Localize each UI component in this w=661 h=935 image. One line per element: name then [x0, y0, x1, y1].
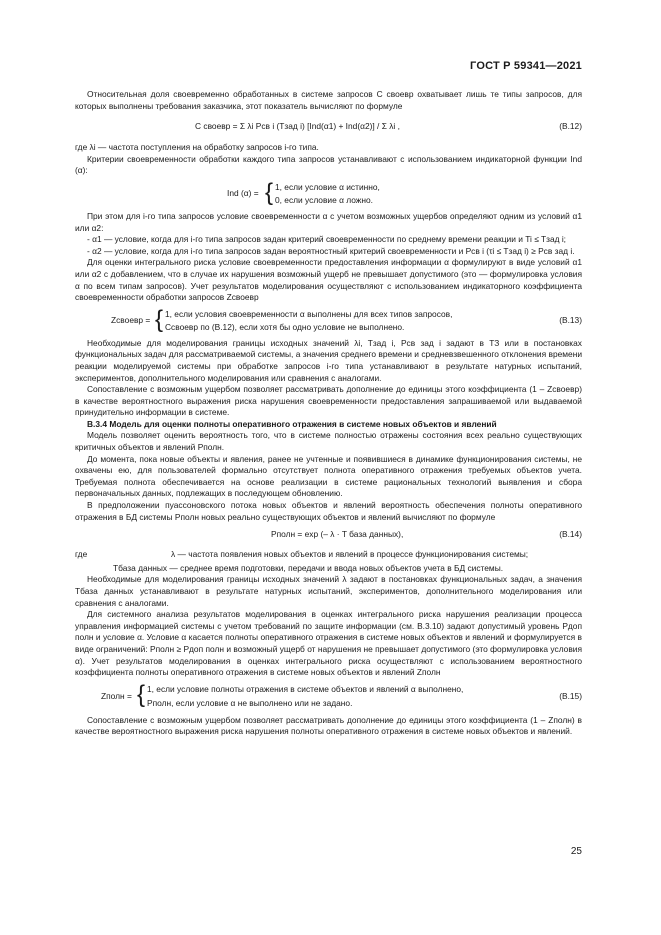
paragraph: - α2 — условие, когда для i-го типа запросов задан вероятностный критерий своевременности и Pсв i (τi ≤ Tзад i) ≥ Pсв зад i. — [87, 245, 575, 256]
paragraph: Критерии своевременности обработки каждого типа запросов устанавливают с использованием индикаторной функции Ind (α): — [75, 153, 582, 176]
paragraph: Необходимые для моделирования границы исходных значений λi, Tзад i, Pсв зад i задают в ТЗ или в постановках функциональных задач для рассматриваемой системы, а значения среднего времени и средневзвешенного отклонения времени реакции моделируемой системы при обработке запросов i-го типа устанавливают в результате натурных испытаний, экспериментов, дополнительного моделирования или сравнения с аналогами. — [75, 337, 582, 383]
equation-case: 1, если условие α истинно, — [275, 181, 380, 192]
paragraph: Необходимые для моделирования границы исходных значений λ задают в постановках функциональных задач, а значения Tбаза данных устанавливают в результате натурных испытаний, экспериментов, дополнительного моделирования или сравнения с аналогами. — [75, 574, 582, 608]
equation-number: (В.13) — [559, 314, 582, 325]
equation-b15 — [75, 680, 582, 711]
equation-ind — [75, 178, 582, 207]
equation-b13 — [75, 305, 582, 334]
brace: { — [137, 680, 146, 708]
brace: { — [265, 178, 274, 206]
equation-number: (В.14) — [559, 529, 582, 540]
equation-number: (В.15) — [559, 690, 582, 701]
page-content — [75, 89, 582, 738]
paragraph: Для оценки интегрального риска условие своевременности предоставления информации α формулируют в виде условий α1 или α2 с добавлением, что в случае их нарушения возможный ущерб не превышает допустимого (это — формулировка условия α по всем типам запросов). Учет результатов моделирования осуществляют с использованием индикаторного коэффициента своевременности обработки запросов Zсвоевр — [75, 257, 582, 303]
paragraph: В предположении пуассоновского потока новых объектов и явлений вероятность обеспечения полноты оперативного отражения в БД системы Pполн новых реально существующих объектов и явлений вычисляют по формуле — [75, 500, 582, 522]
definition: Tбаза данных — среднее время подготовки, передачи и ввода новых объектов учета в БД системы. — [113, 562, 504, 573]
paragraph: где λi — частота поступления на обработку запросов i-го типа. — [75, 142, 319, 153]
paragraph: Относительная доля своевременно обработанных в системе запросов C своевр охватывает лишь те типы запросов, для которых выполнены требования заказчика, этот показатель вычисляют по формуле — [75, 89, 582, 111]
paragraph: Модель позволяет оценить вероятность того, что в системе полностью отражены состояния всех реально существующих критичных объектов и явлений Pполн. — [75, 430, 582, 453]
equation-b14 — [75, 527, 582, 545]
section-title: В.3.4 Модель для оценки полноты оперативного отражения в системе новых объектов и явлений — [87, 418, 497, 429]
equation-case: Cсвоевр по (В.12), если хотя бы одно условие не выполнено. — [165, 321, 405, 332]
equation-lhs: Zполн = — [101, 690, 132, 701]
brace: { — [155, 305, 164, 333]
definition-row — [75, 563, 582, 575]
paragraph: Сопоставление с возможным ущербом позволяет рассматривать дополнение до единицы этого коэффициента (1 – Zполн) в качестве вероятностного выражения риска нарушения полноты оперативного отражения в системе новых объектов и явлений. — [75, 714, 582, 737]
paragraph: - α1 — условие, когда для i-го типа запросов задан критерий своевременности по среднему времени реакции и Ti ≤ Tзад i; — [87, 234, 567, 245]
equation-number: (В.12) — [559, 121, 582, 132]
equation-case: 1, если условие полноты отражения в системе объектов и явлений α выполнено, — [147, 683, 464, 694]
equation-lhs: Zсвоевр = — [111, 314, 151, 325]
paragraph: Для системного анализа результатов моделирования в оценках интегрального риска нарушения реализации процесса управления информацией системы с учетом требований по защите информации (см. В.3.10) задают допустимый уровень Pдоп полн и условие α. Условие α касается полноты оперативного отражения в системе новых объектов и явлений и формулируется в виде ограничений: Pполн ≥ Pдоп полн и возможный ущерб от нарушения не превышает допустимого (это формулировка условия α). Учет результатов моделирования в оценках интегрального риска осуществляют с использованием вероятностного коэффициента полноты оперативного отражения в системе новых объектов и явлений Zполн — [75, 609, 582, 678]
equation-b12 — [75, 116, 582, 138]
equation-case: Pполн, если условие α не выполнено или не задано. — [147, 697, 353, 708]
standard-header: ГОСТ Р 59341—2021 — [470, 60, 582, 72]
indent-spacer — [75, 563, 113, 575]
equation-case: 0, если условие α ложно. — [275, 194, 374, 205]
definition-row — [75, 549, 582, 561]
equation-body: C своевр = Σ λi Pсв i (Tзад i) [Ind(α1) + Ind(α2)] / Σ λi , — [195, 121, 400, 132]
paragraph: Сопоставление с возможным ущербом позволяет рассматривать дополнение до единицы этого коэффициента (1 – Zсвоевр) в качестве вероятностного выражения риска нарушения своевременности предоставления запрашиваемой или выдаваемой принудительно информации в системе. — [75, 384, 582, 418]
equation-lhs: Ind (α) = — [227, 187, 259, 198]
definition: λ — частота появления новых объектов и явлений в процессе функционирования системы; — [171, 549, 529, 560]
paragraph: До момента, пока новые объекты и явления, ранее не учтенные и появившиеся в динамике функционирования системы, не охвачены ею, для пользователей формально отсутствует полнота оперативного отражения требуемых объектов учета. Требуемая полнота обеспечивается на основе реализации в системе рациональных технологий выявления и сбора первоначальных данных, подлежащих в последующем обновлению. — [75, 453, 582, 499]
page-number: 25 — [570, 846, 582, 857]
equation-case: 1, если условия своевременности α выполнены для всех типов запросов, — [165, 308, 453, 319]
where-label: где — [75, 549, 88, 560]
equation-body: Pполн = exp (– λ · T база данных), — [271, 529, 404, 540]
paragraph: При этом для i-го типа запросов условие своевременности α с учетом возможных ущербов определяют одним из условий α1 или α2: — [75, 210, 582, 233]
